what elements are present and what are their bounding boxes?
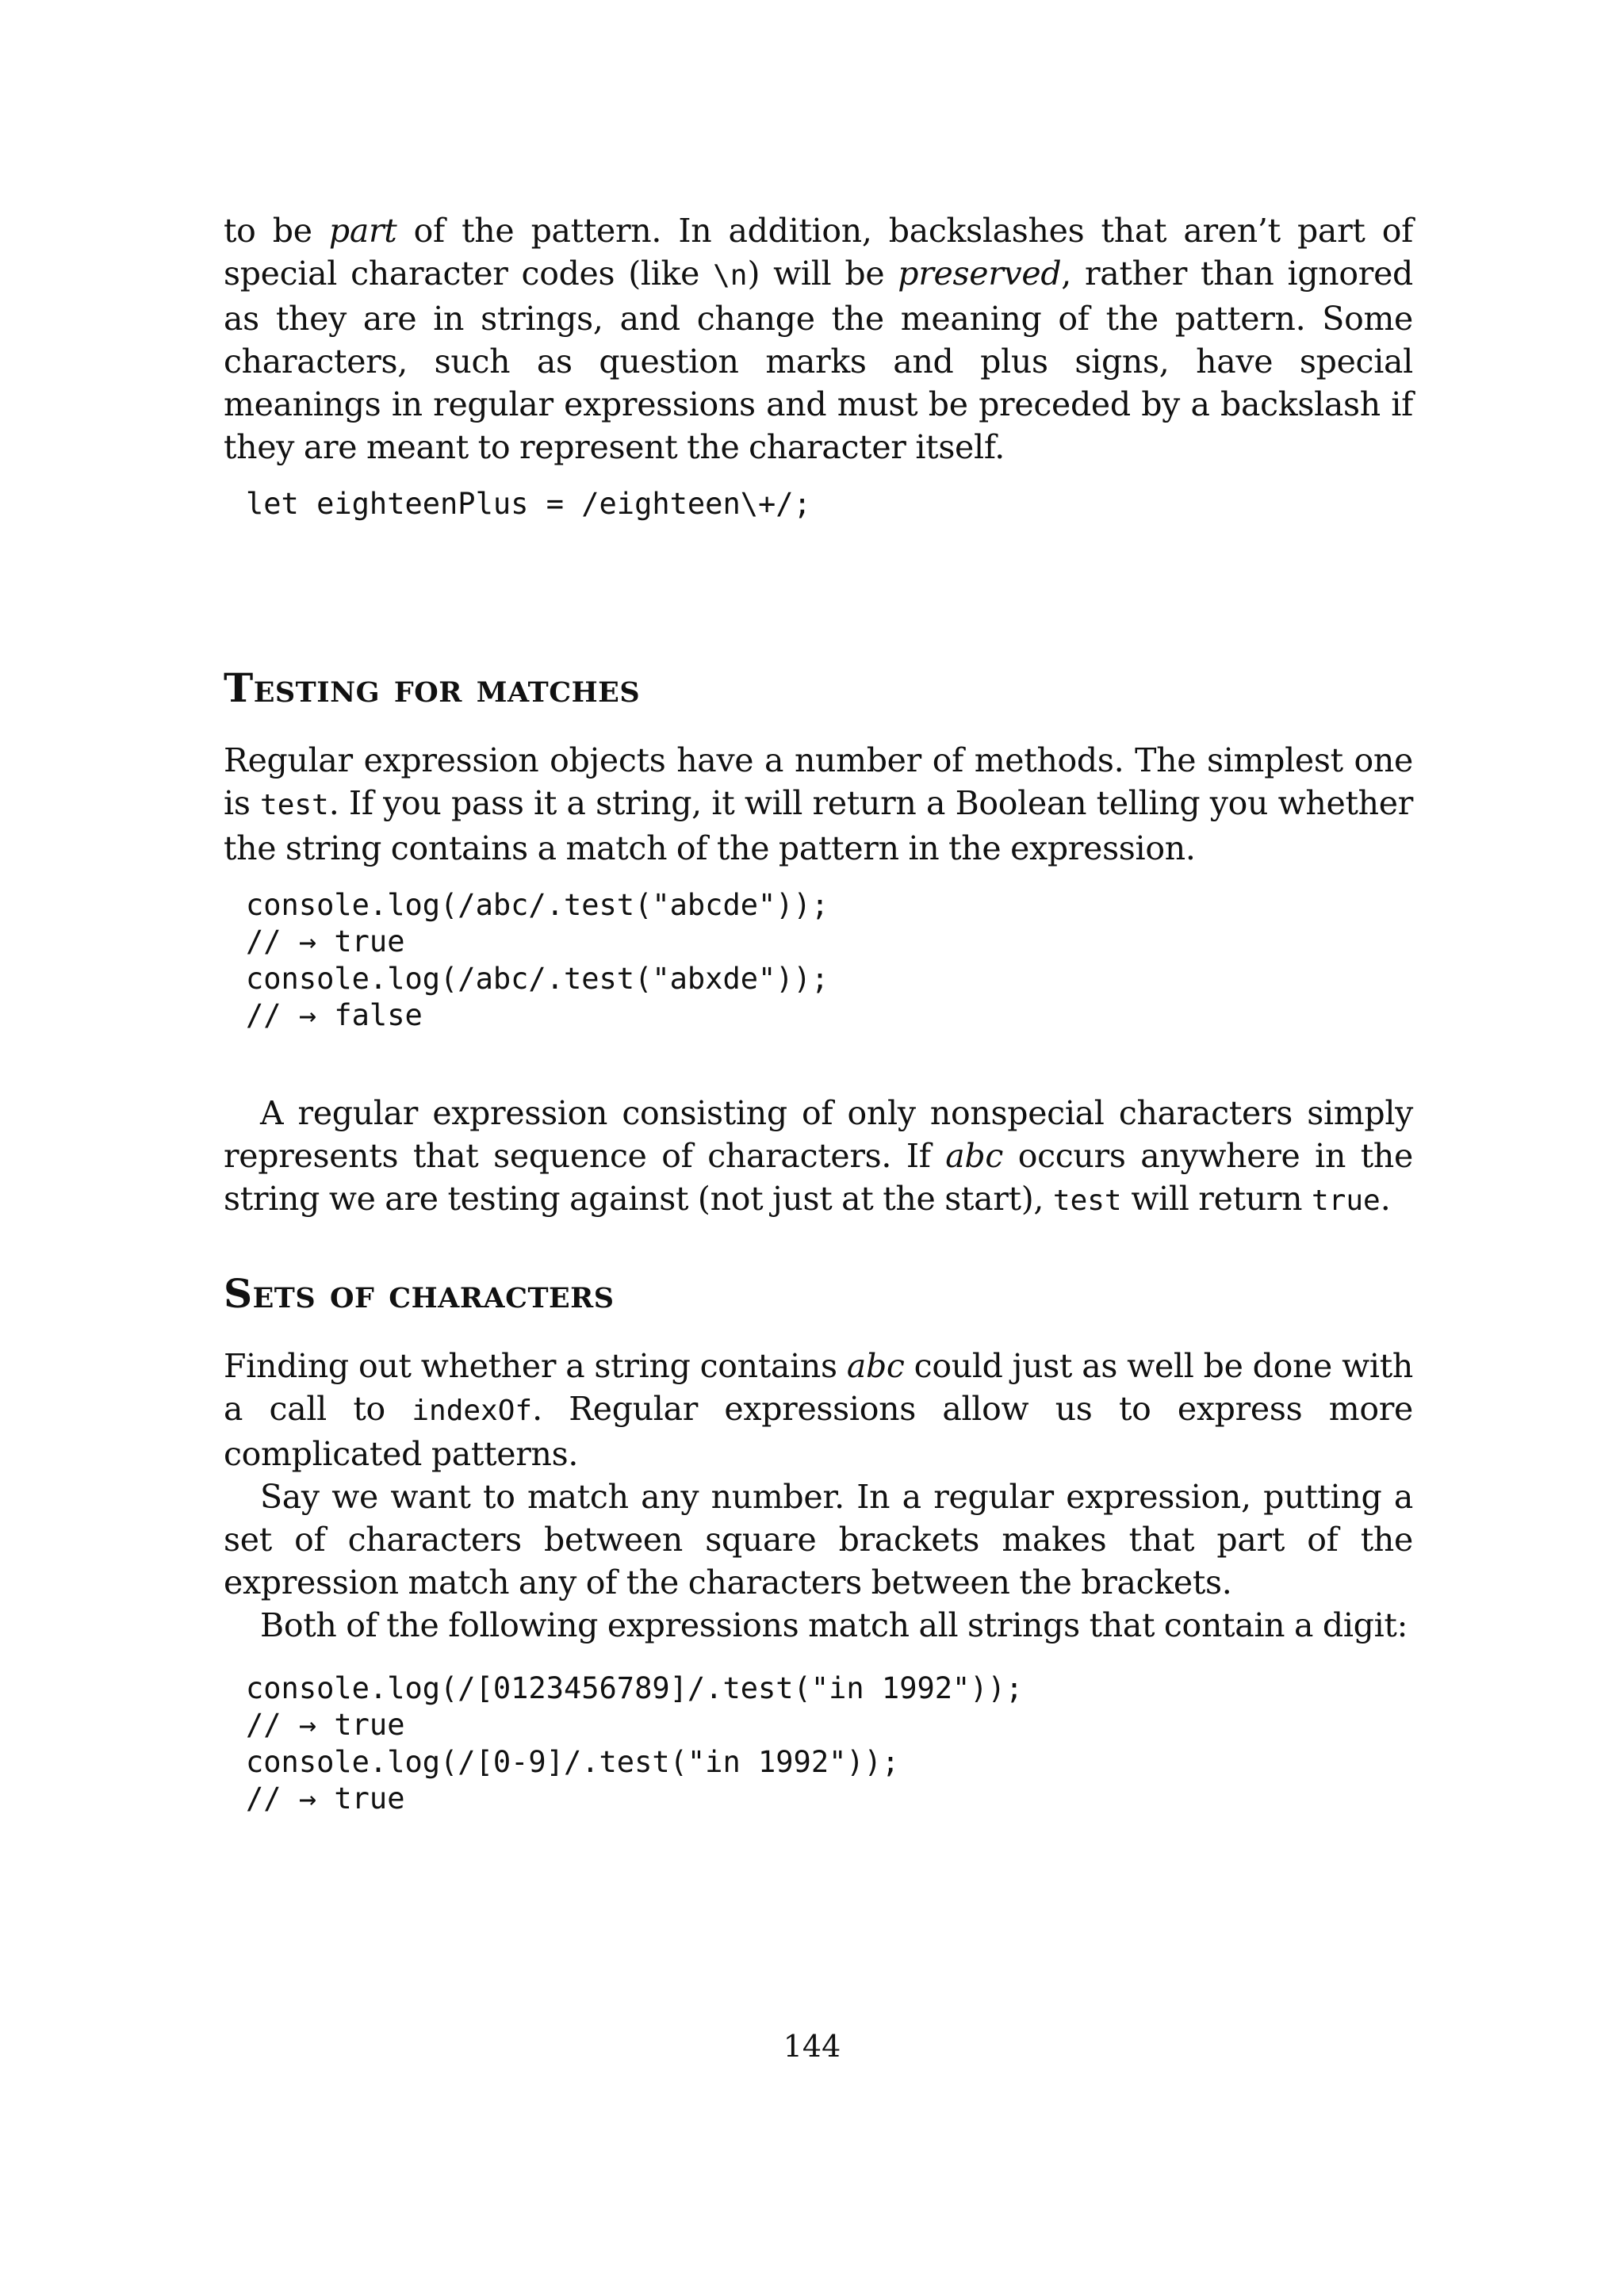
code-block-digit-examples: console.log(/[0123456789]/.test("in 1992")); // → true console.log(/[0-9]/.test("in 1992")); // → true: [246, 1670, 1024, 1816]
text-run: . Regular expressions allow us to express more complicated patterns.: [224, 1389, 1413, 1473]
text-run: . If you pass it a string, it will return a Boolean telling you whether the string contains a match of the pattern in the expression.: [224, 783, 1413, 867]
sets-paragraph-3: Both of the following expressions match all strings that contain a digit:: [260, 1605, 1408, 1644]
testing-paragraph: [224, 739, 1413, 870]
text-run: will return: [1121, 1179, 1312, 1218]
code-block-test-examples: console.log(/abc/.test("abcde")); // → true console.log(/abc/.test("abxde")); // → false: [246, 887, 829, 1032]
code-block-eighteen-plus: let eighteenPlus = /eighteen\+/;: [246, 487, 811, 521]
page-body: [224, 209, 1413, 1818]
text-run: of the pattern. In addition, backslashes that aren’t part of special character codes (like: [224, 212, 1414, 293]
text-run: Finding out whether a string contains: [224, 1346, 847, 1385]
text-run: Regular expression objects have a number of methods. The simplest one is: [224, 740, 1413, 822]
page-number: 144: [783, 2029, 841, 2064]
testing-explanation-paragraph: [224, 1092, 1413, 1223]
text-run: A regular expression consisting of only nonspecial characters simply represents that sequence of characters. If: [224, 1093, 1413, 1175]
sets-paragraph-2: Say we want to match any number. In a regular expression, putting a set of characters between square brackets makes that part of the expression match any of the characters between the brackets.: [224, 1477, 1413, 1601]
text-run: occurs anywhere in the string we are testing against (not just at the start),: [224, 1136, 1413, 1218]
sets-paragraph-1: [224, 1345, 1413, 1475]
text-run: to be: [224, 212, 329, 250]
text-run: ) will be: [747, 254, 898, 293]
section-heading-sets: Sets of characters: [224, 1269, 615, 1317]
text-run: .: [1380, 1179, 1391, 1218]
emphasis-preserved: preserved: [898, 254, 1062, 293]
emphasis-abc: abc: [846, 1346, 905, 1385]
text-run: could just as well be done with a call to: [224, 1346, 1413, 1428]
inline-code: indexOf: [412, 1394, 533, 1427]
text-run: , rather than ignored as they are in strings, and change the meaning of the pattern. Some characters, such as question marks and plus signs, have special meanings in regular expressions and must be preceded by a backslash if they are meant to represent the character itself.: [224, 254, 1413, 466]
inline-code: \n: [713, 259, 748, 292]
emphasis-part: part: [328, 212, 397, 250]
intro-paragraph: [224, 209, 1413, 469]
emphasis-abc: abc: [945, 1136, 1004, 1175]
inline-code: true: [1311, 1184, 1381, 1217]
inline-code: test: [1052, 1184, 1122, 1217]
section-heading-testing: Testing for matches: [224, 664, 641, 711]
inline-code: test: [260, 788, 329, 821]
